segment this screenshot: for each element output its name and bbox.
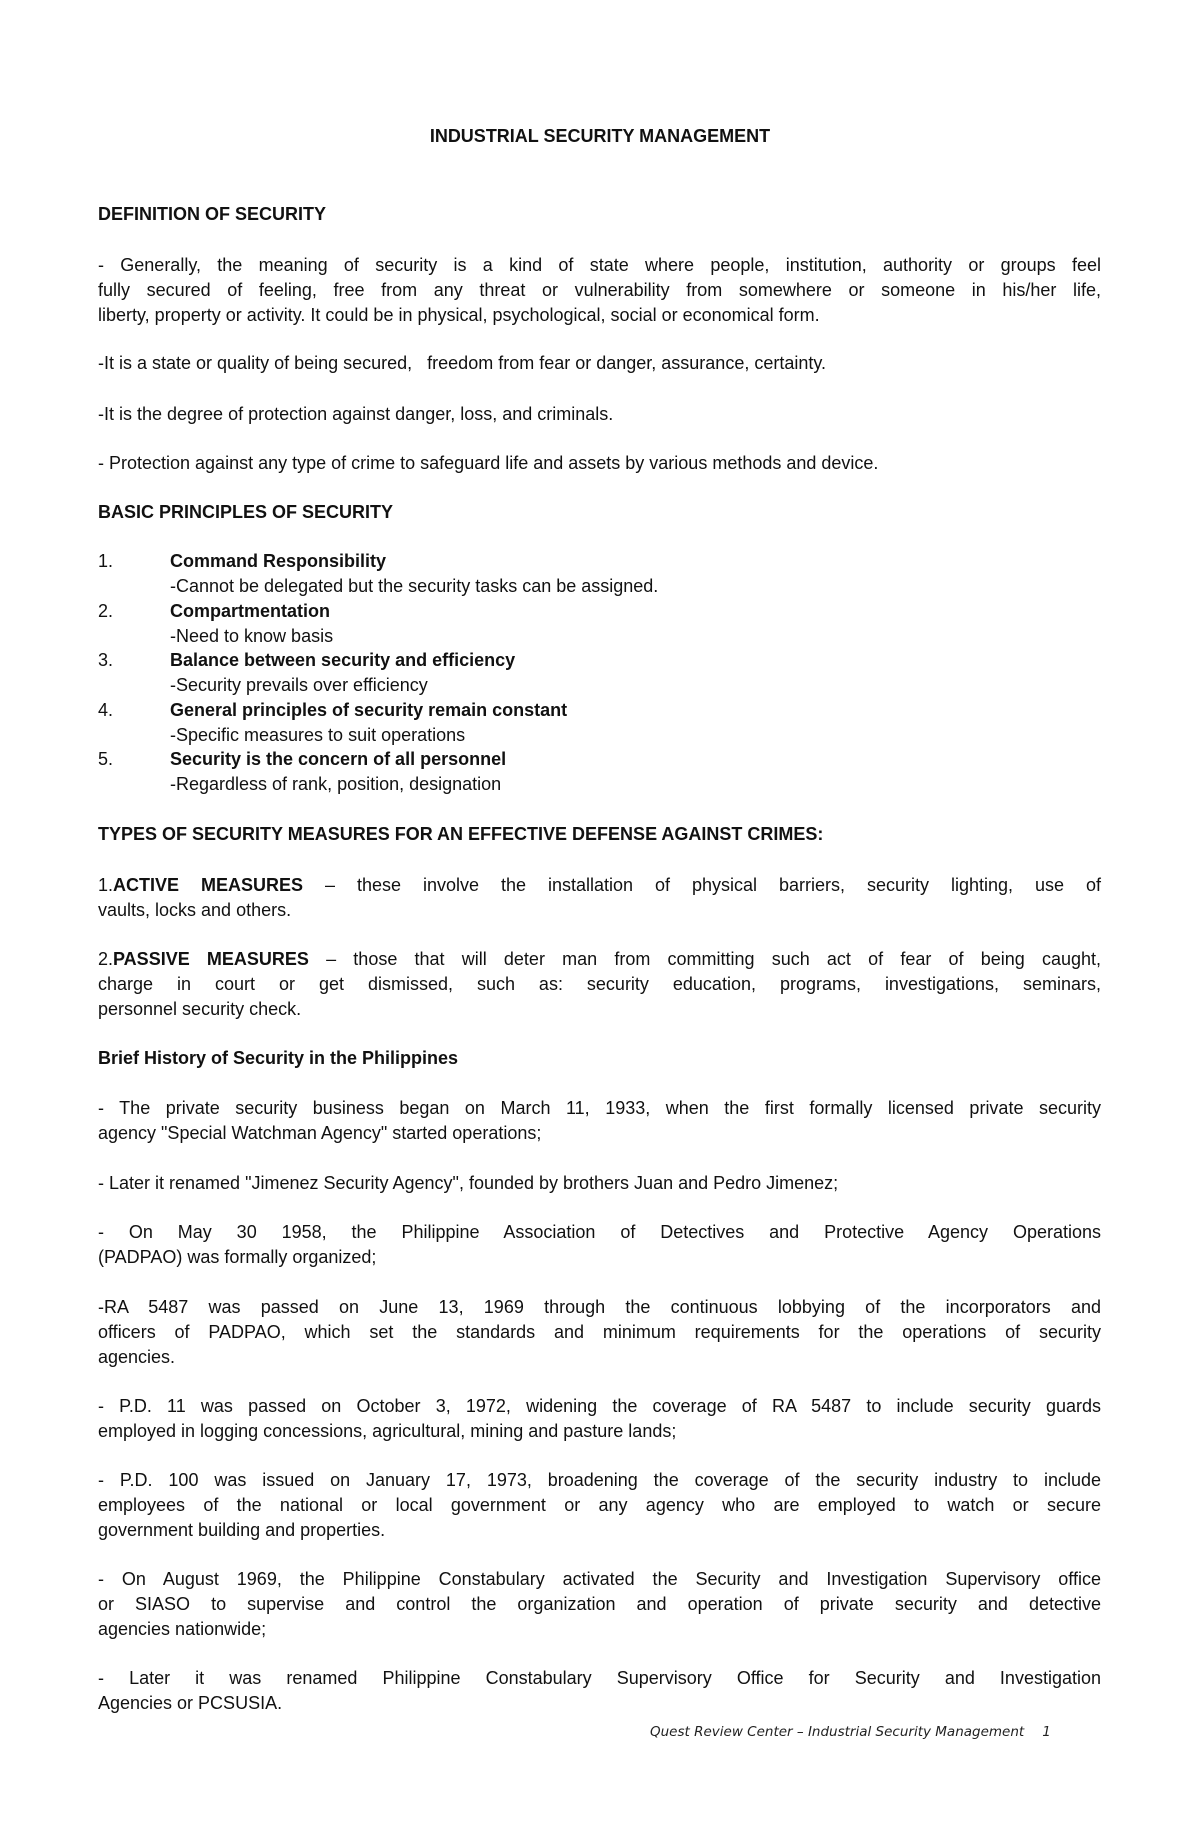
principle-description: -Need to know basis xyxy=(170,625,334,646)
page-footer xyxy=(650,1724,1051,1740)
item-number: 1. xyxy=(98,551,114,571)
footer-text: Quest Review Center – Industrial Security Management xyxy=(650,1724,1025,1740)
text-line: - On August 1969, the Philippine Constabulary activated the Security and Investigation Supervisory office xyxy=(98,1569,1101,1589)
history-paragraph xyxy=(98,1295,1101,1369)
text-line: fully secured of feeling, free from any threat or vulnerability from somewhere or someone in his/her life, xyxy=(98,279,1101,300)
item-number: 4. xyxy=(98,700,114,720)
item-number: 2. xyxy=(98,601,114,621)
text-line: - On May 30 1958, the Philippine Association of Detectives and Protective Agency Operations xyxy=(98,1222,1101,1242)
history-paragraph xyxy=(98,1096,1101,1146)
text-line: -RA 5487 was passed on June 13, 1969 through the continuous lobbying of the incorporators and xyxy=(98,1297,1101,1317)
item-number: 2. xyxy=(98,949,114,969)
principle-description: -Security prevails over efficiency xyxy=(170,674,428,695)
text-line: employees of the national or local government or any agency who are employed to watch or secure xyxy=(98,1494,1101,1515)
principle-description: -Regardless of rank, position, designation xyxy=(170,773,502,794)
active-measures-label: ACTIVE MEASURES xyxy=(113,875,304,895)
text-line: - The private security business began on March 11, 1933, when the first formally licensed private security xyxy=(98,1098,1101,1118)
text-line: - P.D. 100 was issued on January 17, 1973, broadening the coverage of the security industry to include xyxy=(98,1470,1101,1490)
definition-paragraph-2: -It is a state or quality of being secured, freedom from fear or danger, assurance, certainty. xyxy=(98,353,827,373)
definition-paragraph-4: - Protection against any type of crime to safeguard life and assets by various methods and device. xyxy=(98,453,879,473)
text-line: charge in court or get dismissed, such as: security education, programs, investigations, seminars, xyxy=(98,973,1101,994)
text-line: liberty, property or activity. It could be in physical, psychological, social or economical form. xyxy=(98,304,820,325)
principle-description: -Cannot be delegated but the security tasks can be assigned. xyxy=(170,575,659,596)
passive-measures-paragraph xyxy=(98,947,1101,1021)
text-line: (PADPAO) was formally organized; xyxy=(98,1246,377,1267)
text-line xyxy=(98,873,1101,898)
types-heading: TYPES OF SECURITY MEASURES FOR AN EFFECTIVE DEFENSE AGAINST CRIMES: xyxy=(98,824,824,844)
text-line: personnel security check. xyxy=(98,998,302,1019)
text-line: agencies nationwide; xyxy=(98,1618,267,1639)
history-paragraph xyxy=(98,1171,1101,1196)
text-line: government building and properties. xyxy=(98,1519,386,1540)
text-line: agencies. xyxy=(98,1346,176,1367)
item-number: 5. xyxy=(98,749,114,769)
definition-heading: DEFINITION OF SECURITY xyxy=(98,204,327,224)
principles-heading: BASIC PRINCIPLES OF SECURITY xyxy=(98,502,394,522)
principle-title: Balance between security and efficiency xyxy=(170,650,516,670)
definition-paragraph-1 xyxy=(98,253,1101,327)
principle-title: Security is the concern of all personnel xyxy=(170,749,507,769)
passive-measures-label: PASSIVE MEASURES xyxy=(113,949,309,969)
active-measures-paragraph xyxy=(98,873,1101,923)
text-line: officers of PADPAO, which set the standards and minimum requirements for the operations of security xyxy=(98,1321,1101,1342)
principle-description: -Specific measures to suit operations xyxy=(170,724,466,745)
text-line: or SIASO to supervise and control the organization and operation of private security and detective xyxy=(98,1593,1101,1614)
principle-title: General principles of security remain constant xyxy=(170,700,568,720)
text: – those that will deter man from committing such act of fear of being caught, xyxy=(308,949,1101,969)
text-line: - Generally, the meaning of security is a kind of state where people, institution, authority or groups feel xyxy=(98,255,1101,275)
definition-paragraph-3: -It is the degree of protection against danger, loss, and criminals. xyxy=(98,404,614,424)
principle-title: Command Responsibility xyxy=(170,551,387,571)
text-line: - P.D. 11 was passed on October 3, 1972, widening the coverage of RA 5487 to include security guards xyxy=(98,1396,1101,1416)
page-number: 1 xyxy=(1042,1724,1051,1740)
text-line: Agencies or PCSUSIA. xyxy=(98,1692,283,1713)
history-paragraph xyxy=(98,1666,1101,1716)
history-heading: Brief History of Security in the Philippines xyxy=(98,1048,459,1068)
text-line xyxy=(98,947,1101,972)
history-paragraph xyxy=(98,1394,1101,1444)
text-line: vaults, locks and others. xyxy=(98,899,292,920)
history-paragraph xyxy=(98,1567,1101,1641)
text-line: employed in logging concessions, agricultural, mining and pasture lands; xyxy=(98,1420,677,1441)
text-line: - Later it renamed "Jimenez Security Agency", founded by brothers Juan and Pedro Jimenez; xyxy=(98,1173,839,1193)
document-title: INDUSTRIAL SECURITY MANAGEMENT xyxy=(429,126,771,146)
text: – these involve the installation of physical barriers, security lighting, use of xyxy=(303,875,1101,895)
history-paragraph xyxy=(98,1468,1101,1542)
history-paragraph xyxy=(98,1220,1101,1270)
text-line: agency "Special Watchman Agency" started operations; xyxy=(98,1122,542,1143)
text-line: - Later it was renamed Philippine Constabulary Supervisory Office for Security and Investigation xyxy=(98,1668,1101,1688)
item-number: 1. xyxy=(98,875,114,895)
principle-title: Compartmentation xyxy=(170,601,331,621)
item-number: 3. xyxy=(98,650,114,670)
